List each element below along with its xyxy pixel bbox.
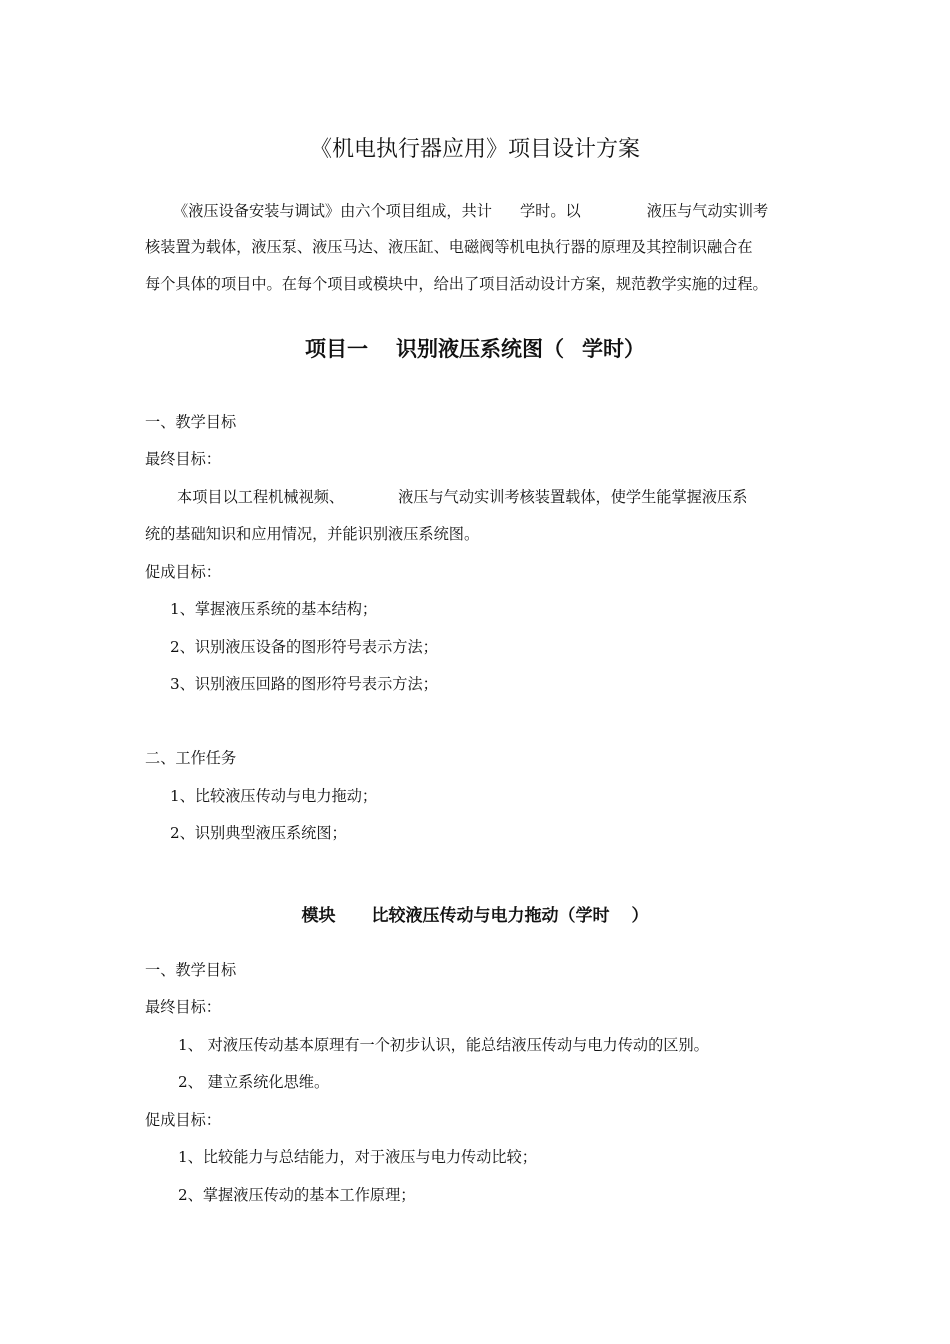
task-item: 1、比较液压传动与电力拖动；	[170, 787, 378, 805]
module-promote-goal-label: 促成目标：	[145, 1111, 221, 1129]
task-item: 2、识别典型液压系统图；	[170, 824, 347, 842]
module-section-heading-goals: 一、教学目标	[145, 961, 237, 979]
promote-goal-item: 3、识别液压回路的图形符号表示方法；	[170, 675, 438, 693]
project-title	[0, 333, 950, 363]
final-goal-line-2: 统的基础知识和应用情况，并能识别液压系统图。	[145, 525, 480, 543]
intro-line-3: 每个具体的项目中。在每个项目或模块中，给出了项目活动设计方案，规范教学实施的过程。	[145, 275, 768, 293]
module-promote-goal-item: 1、比较能力与总结能力，对于液压与电力传动比较；	[178, 1148, 537, 1166]
module-final-goal-label: 最终目标：	[145, 998, 221, 1016]
module-final-goal-item: 1、 对液压传动基本原理有一个初步认识，能总结液压传动与电力传动的区别。	[178, 1036, 709, 1054]
module-title	[0, 901, 950, 926]
intro-line-2: 核装置为载体，液压泵、液压马达、液压缸、电磁阀等机电执行器的原理及其控制识融合在	[145, 238, 753, 256]
section-heading-goals: 一、教学目标	[145, 413, 237, 431]
project-title-name: 识别液压系统图（	[396, 337, 564, 361]
document-title: 《机电执行器应用》项目设计方案	[309, 137, 640, 162]
module-title-label: 模块	[301, 906, 336, 926]
final-goal-label: 最终目标：	[145, 450, 221, 468]
final-goal-line-1-a: 本项目以工程机械视频、	[177, 488, 345, 506]
intro-line-1	[145, 200, 807, 221]
intro-line-1-c: 液压与气动实训考	[646, 202, 769, 220]
project-title-number: 项目一	[305, 337, 368, 361]
module-promote-goal-item: 2、掌握液压传动的基本工作原理；	[178, 1186, 416, 1204]
intro-line-1-b: 学时。以	[519, 202, 581, 220]
intro-line-1-a: 《液压设备安装与调试》由六个项目组成，共计	[173, 202, 492, 220]
final-goal-line-1	[177, 486, 747, 507]
final-goal-line-1-b: 液压与气动实训考核装置载体，使学生能掌握液压系	[398, 488, 748, 506]
promote-goal-item: 2、识别液压设备的图形符号表示方法；	[170, 638, 438, 656]
module-title-name: 比较液压传动与电力拖动（学时	[371, 906, 610, 926]
promote-goal-label: 促成目标：	[145, 563, 221, 581]
module-final-goal-item: 2、 建立系统化思维。	[178, 1073, 330, 1091]
module-title-close: ）	[631, 906, 649, 926]
project-title-hours: 学时）	[582, 337, 645, 361]
section-heading-tasks: 二、工作任务	[145, 749, 237, 767]
promote-goal-item: 1、掌握液压系统的基本结构；	[170, 600, 378, 618]
